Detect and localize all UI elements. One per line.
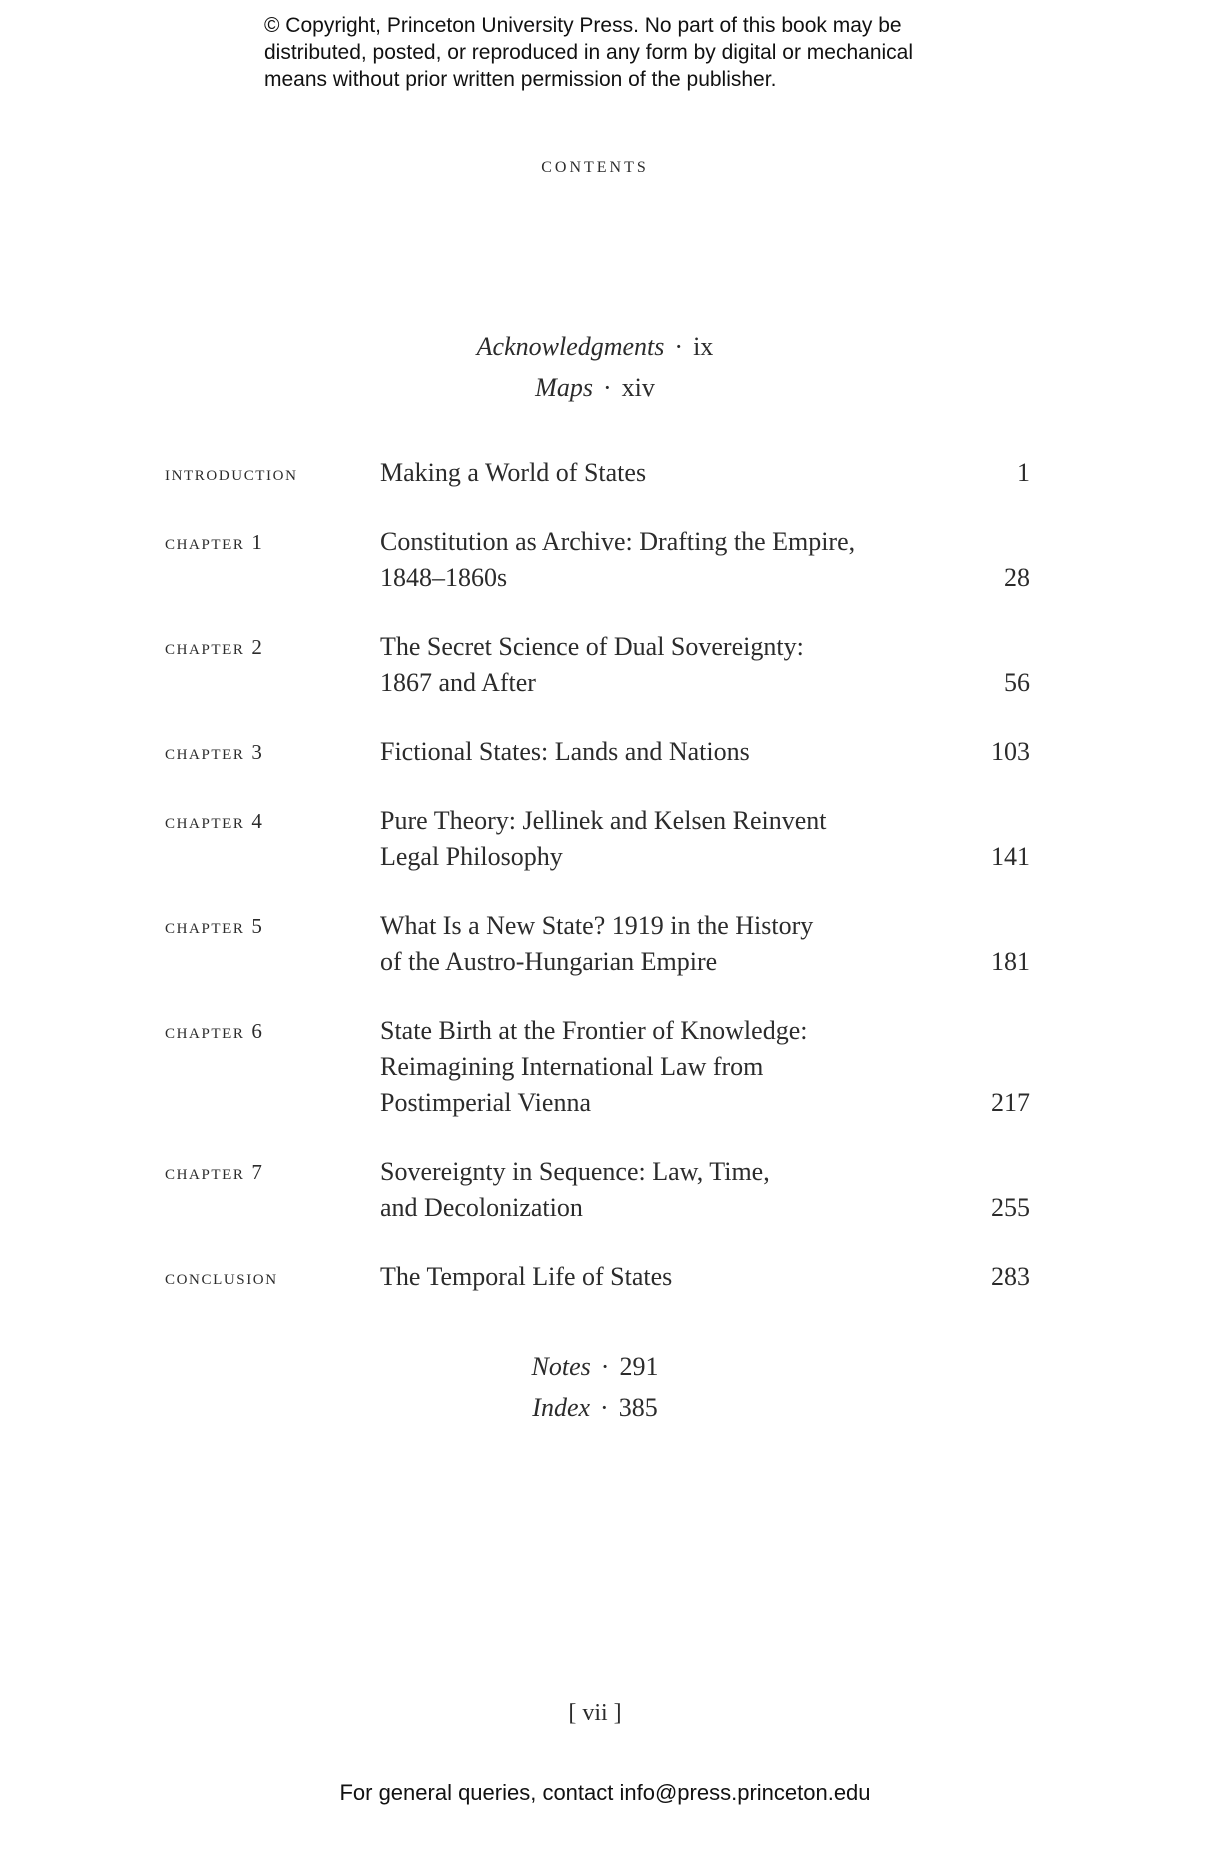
toc-entry-label: introduction	[165, 461, 298, 485]
toc-entry-label: chapter 4	[165, 809, 264, 833]
toc-entry-title-line: The Temporal Life of States	[380, 1262, 673, 1291]
toc-entry-page: 255	[991, 1193, 1030, 1222]
toc-entry-title-line: What Is a New State? 1919 in the History	[380, 911, 814, 940]
toc-entry[interactable]	[165, 524, 1030, 596]
front-matter-item[interactable]	[0, 367, 1190, 408]
toc-entry-title	[380, 908, 940, 980]
separator-dot: ·	[600, 1352, 610, 1381]
copyright-line: distributed, posted, or reproduced in any form by digital or mechanical	[264, 41, 914, 64]
toc-entry-title	[380, 629, 940, 701]
toc-entry-page: 181	[991, 947, 1030, 976]
toc-entry-title-line: State Birth at the Frontier of Knowledge:	[380, 1016, 808, 1045]
toc-entry-title-line: Constitution as Archive: Drafting the Empire,	[380, 527, 856, 556]
back-matter-item[interactable]	[0, 1346, 1190, 1387]
toc-entry-title-line: 1867 and After	[380, 668, 536, 697]
back-matter-page: 291	[619, 1352, 659, 1381]
toc-entry[interactable]	[165, 1259, 1030, 1295]
toc-entry-page: 56	[1004, 668, 1030, 697]
toc-entry-page: 28	[1004, 563, 1030, 592]
toc-entry-title-line: The Secret Science of Dual Sovereignty:	[380, 632, 804, 661]
front-matter-page: ix	[693, 332, 714, 361]
toc-entry-title	[380, 455, 940, 491]
toc-entry[interactable]	[165, 1013, 1030, 1121]
separator-dot: ·	[602, 373, 612, 402]
contact-footer: For general queries, contact info@press.princeton.edu	[339, 1780, 871, 1805]
toc-entry-title	[380, 1259, 940, 1295]
toc-entry-page: 141	[991, 842, 1030, 871]
toc-entry-title-line: Reimagining International Law from	[380, 1052, 764, 1081]
back-matter-label: Notes	[531, 1352, 591, 1381]
front-matter-page: xiv	[621, 373, 655, 402]
toc-entry-label: chapter 7	[165, 1160, 264, 1184]
toc-entry-label: chapter 2	[165, 635, 264, 659]
copyright-line: means without prior written permission of the publisher.	[264, 68, 777, 91]
front-matter-list	[0, 326, 1190, 408]
toc-entry-title	[380, 524, 940, 596]
toc-entry-label: chapter 3	[165, 740, 264, 764]
page-number: [ vii ]	[568, 1700, 622, 1726]
toc-entry-page: 1	[1017, 458, 1030, 487]
toc-entry-label: conclusion	[165, 1265, 278, 1289]
toc-entry-title-line: Making a World of States	[380, 458, 647, 487]
toc-entry-title	[380, 734, 940, 770]
separator-dot: ·	[600, 1393, 609, 1422]
toc-list	[165, 455, 1030, 1328]
toc-entry-page: 283	[991, 1262, 1030, 1291]
toc-entry-title-line: of the Austro-Hungarian Empire	[380, 947, 718, 976]
toc-entry-label: chapter 5	[165, 914, 264, 938]
toc-entry[interactable]	[165, 1154, 1030, 1226]
front-matter-item[interactable]	[0, 326, 1190, 367]
back-matter-list	[0, 1346, 1190, 1428]
toc-entry-title	[380, 803, 940, 875]
toc-entry[interactable]	[165, 803, 1030, 875]
toc-entry-title-line: 1848–1860s	[380, 563, 508, 592]
toc-entry-title-line: Fictional States: Lands and Nations	[380, 737, 750, 766]
back-matter-item[interactable]	[0, 1387, 1190, 1428]
toc-entry-title-line: and Decolonization	[380, 1193, 583, 1222]
separator-dot: ·	[674, 332, 684, 361]
copyright-line: © Copyright, Princeton University Press. No part of this book may be	[264, 14, 902, 37]
back-matter-label: Index	[532, 1393, 591, 1422]
toc-entry-title-line: Postimperial Vienna	[380, 1088, 591, 1117]
page-title: contents	[541, 152, 649, 177]
toc-entry-title-line: Pure Theory: Jellinek and Kelsen Reinvent	[380, 806, 827, 835]
toc-entry-title	[380, 1013, 940, 1121]
copyright-notice	[264, 12, 1024, 93]
front-matter-label: Maps	[535, 373, 593, 402]
toc-entry[interactable]	[165, 908, 1030, 980]
toc-entry-page: 103	[991, 737, 1030, 766]
toc-entry[interactable]	[165, 629, 1030, 701]
toc-entry[interactable]	[165, 455, 1030, 491]
toc-entry-page: 217	[991, 1088, 1030, 1117]
toc-entry[interactable]	[165, 734, 1030, 770]
toc-entry-title-line: Sovereignty in Sequence: Law, Time,	[380, 1157, 770, 1186]
toc-entry-title	[380, 1154, 940, 1226]
back-matter-page: 385	[618, 1393, 658, 1422]
front-matter-label: Acknowledgments	[476, 332, 665, 361]
toc-entry-label: chapter 1	[165, 530, 264, 554]
toc-entry-title-line: Legal Philosophy	[380, 842, 563, 871]
toc-entry-label: chapter 6	[165, 1019, 264, 1043]
